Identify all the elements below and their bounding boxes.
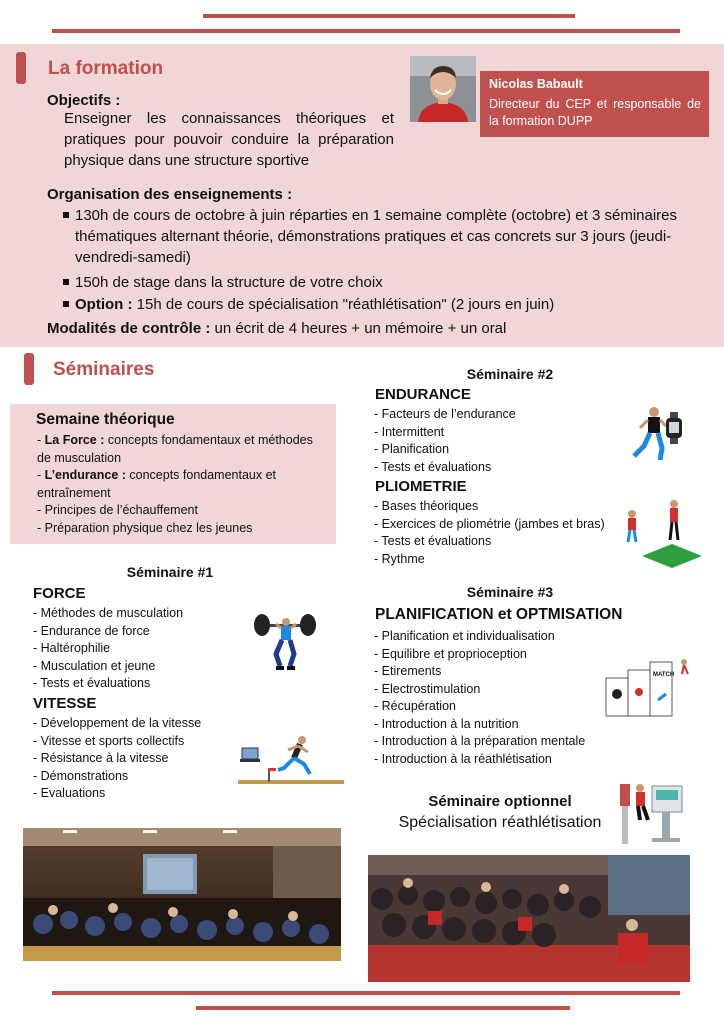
semaine-item: - Préparation physique chez les jeunes	[37, 520, 253, 535]
vitesse-item: - Démonstrations	[33, 768, 129, 783]
semaine-item-text: concepts fondamentaux et entraînement	[37, 468, 277, 500]
endurance-item: - Intermittent	[374, 424, 445, 439]
semaine-item-strong: La Force :	[44, 433, 105, 447]
director-card	[480, 71, 709, 137]
modalites-label: Modalités de contrôle :	[47, 320, 211, 337]
director-name: Nicolas Babault	[489, 77, 583, 91]
organisation-list	[63, 205, 707, 315]
bullet-square-icon	[63, 279, 69, 285]
seminaire-1-title: Séminaire #1	[126, 564, 214, 580]
director-photo	[410, 56, 476, 122]
bottom-rule-short	[196, 1006, 570, 1010]
classroom-photo-right	[368, 855, 690, 982]
pliometrie-item: - Rythme	[374, 551, 425, 566]
formation-title: La formation	[48, 58, 164, 79]
bullet-text: 130h de cours de octobre à juin réparties en 1 semaine complète (octobre) et 3 séminaires thématiques alternant théorie, démonstrations pratiques et cas concrets sur 3 jours (jeudi-vendredi-samedi)	[75, 207, 677, 266]
vitesse-item: - Développement de la vitesse	[33, 716, 202, 730]
organisation-bullet	[63, 294, 707, 315]
semaine-item-strong: L’endurance :	[44, 468, 126, 482]
vitesse-title: VITESSE	[33, 695, 97, 712]
objectifs-text: Enseigner les connaissances théoriques et pratiques pour pouvoir conduire la préparation physique dans une structure sportive	[64, 110, 394, 169]
pliometrie-title: PLIOMETRIE	[375, 478, 467, 495]
force-item: - Endurance de force	[33, 623, 150, 638]
endurance-item: - Facteurs de l’endurance	[374, 407, 516, 421]
organisation-label: Organisation des enseignements :	[47, 186, 293, 203]
semaine-item-text: Préparation physique chez les jeunes	[44, 520, 253, 535]
planification-item: - Introduction à la réathlétisation	[374, 751, 552, 766]
seminaires-tab-marker	[24, 353, 34, 385]
bottom-rule-long	[52, 991, 680, 995]
semaine-item: - Principes de l’échauffement	[37, 503, 198, 517]
modalites-line	[47, 318, 506, 339]
top-rule-short	[203, 14, 575, 18]
planification-item: - Introduction à la nutrition	[374, 716, 519, 731]
bullet-text: 15h de cours de spécialisation "réathlétisation" (2 jours en juin)	[132, 296, 555, 313]
force-item: - Musculation et jeune	[33, 658, 156, 673]
vitesse-list	[33, 715, 201, 803]
semaine-item: - La Force : concepts fondamentaux et méthodes de musculation	[37, 433, 313, 465]
vitesse-item: - Evaluations	[33, 786, 106, 800]
optionnel-title: Séminaire optionnel	[428, 793, 572, 810]
planification-item: - Electrostimulation	[374, 681, 481, 696]
bullet-text: 150h de stage dans la structure de votre choix	[75, 274, 383, 291]
force-item: - Haltérophilie	[33, 641, 111, 655]
pliometrie-item: - Tests et évaluations	[374, 534, 492, 548]
semaine-item: - L’endurance : concepts fondamentaux et entraînement	[37, 468, 277, 500]
top-rule-long	[52, 29, 680, 33]
vitesse-item: - Résistance à la vitesse	[33, 751, 169, 765]
bullet-square-icon	[63, 301, 69, 307]
semaine-list	[37, 432, 329, 537]
plyometrics-illustration	[622, 496, 702, 568]
sprinter-illustration	[238, 730, 344, 788]
force-list	[33, 605, 183, 693]
force-item: - Méthodes de musculation	[33, 606, 184, 620]
pliometrie-list	[374, 498, 605, 568]
endurance-item: - Planification	[374, 442, 450, 456]
planification-title: PLANIFICATION et OPTMISATION	[375, 606, 623, 623]
planification-item: - Planification et individualisation	[374, 629, 555, 643]
bullet-strong: Option :	[75, 296, 133, 313]
endurance-list	[374, 406, 516, 476]
organisation-bullet	[63, 205, 707, 268]
force-title: FORCE	[33, 585, 86, 602]
match-label: MATCH	[653, 672, 675, 678]
planning-steps-illustration	[604, 656, 694, 720]
weightlifter-illustration	[250, 610, 320, 674]
force-item: - Tests et évaluations	[33, 676, 151, 690]
runner-watch-illustration	[626, 402, 690, 466]
modalites-text: un écrit de 4 heures + un mémoire + un oral	[210, 320, 507, 337]
organisation-bullet	[63, 272, 707, 293]
optionnel-subtitle: Spécialisation réathlétisation	[398, 814, 602, 831]
semaine-title: Semaine théorique	[36, 411, 175, 428]
classroom-photo-left	[23, 828, 341, 961]
bullet-square-icon	[63, 212, 69, 218]
planification-item: - Récupération	[374, 699, 456, 713]
planification-item: - Introduction à la préparation mentale	[374, 734, 586, 748]
director-role: Directeur du CEP et responsable de la formation DUPP	[489, 97, 701, 128]
semaine-item-text: concepts fondamentaux et méthodes de musculation	[37, 433, 313, 465]
pliometrie-item: - Bases théoriques	[374, 499, 479, 513]
rehab-illustration	[618, 780, 690, 844]
endurance-title: ENDURANCE	[375, 386, 471, 403]
formation-tab-marker	[16, 52, 26, 84]
pliometrie-item: - Exercices de pliométrie (jambes et bras)	[374, 516, 605, 531]
semaine-item-text: Principes de l’échauffement	[44, 503, 198, 517]
seminaire-2-title: Séminaire #2	[466, 366, 554, 382]
planification-list	[374, 628, 585, 768]
seminaire-3-title: Séminaire #3	[466, 584, 554, 600]
planification-item: - Equilibre et proprioception	[374, 646, 527, 661]
endurance-item: - Tests et évaluations	[374, 459, 492, 474]
seminaires-title: Séminaires	[53, 359, 155, 380]
planification-item: - Etirements	[374, 664, 442, 678]
vitesse-item: - Vitesse et sports collectifs	[33, 733, 185, 748]
objectifs-label: Objectifs :	[47, 92, 121, 109]
